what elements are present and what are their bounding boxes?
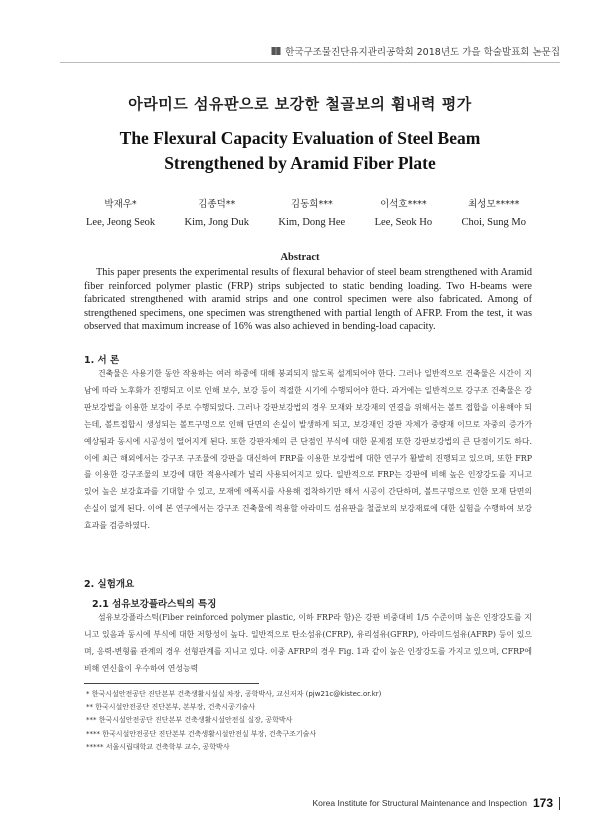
- author-name-english: Kim, Dong Hee: [278, 217, 346, 228]
- page-number: 173: [532, 796, 553, 810]
- author-name-korean: 최성모*****: [468, 199, 520, 210]
- footnote-item: ** 한국시설안전공단 진단본부, 본부장, 건축시공기술사: [86, 703, 256, 712]
- author-2: [185, 196, 249, 232]
- paper-title-english-line1: The Flexural Capacity Evaluation of Steel Beam: [119, 128, 481, 148]
- paper-title-english-line2: Strengthened by Aramid Fiber Plate: [164, 153, 436, 173]
- author-4: [375, 196, 432, 232]
- section-2-1-heading: 2.1 섬유보강플라스틱의 특징: [92, 599, 217, 610]
- author-name-english: Choi, Sung Mo: [461, 217, 526, 228]
- author-name-korean: 김동희***: [290, 199, 333, 210]
- section-2-heading: 2. 실험개요: [84, 579, 135, 590]
- author-name-english: Kim, Jong Duk: [184, 217, 249, 228]
- proceedings-title: 한국구조물진단유지관리공학회 2018년도 가을 학술발표회 논문집: [285, 47, 560, 58]
- book-icon: [271, 46, 281, 56]
- footnote-item: ***** 서울시립대학교 건축학부 교수, 공학박사: [86, 742, 230, 751]
- author-5: [462, 196, 526, 232]
- footnotes: [86, 688, 526, 754]
- footer-institute: Korea Institute for Structural Maintenance and Inspection: [312, 798, 527, 808]
- footnote-divider: [84, 683, 259, 684]
- footnote-item: * 한국시설안전공단 진단본부 건축생활시설실 차장, 공학박사, 교신저자 (pjw21c@kistec.or.kr): [86, 690, 382, 698]
- author-name-korean: 박재우*: [104, 199, 137, 210]
- abstract-text: This paper presents the experimental results of flexural behavior of steel beam strengthened with Aramid fiber reinforced polymer plastic (FRP) strips subjected to static bending loading. Two H-beams were fabricated strengthened with aramid strips and one control specimen were also fabricated. Among of strengthened specimens, one specimen was strengthened with partial length of AFRP. From the test, it was observed that maximum increase of 16% was also achieved in bending-load capacity.: [84, 267, 532, 333]
- author-name-korean: 김종덕**: [198, 199, 236, 210]
- header-divider: [60, 62, 560, 63]
- section-1-heading: 1. 서 론: [84, 355, 120, 366]
- abstract-heading: Abstract: [280, 252, 320, 263]
- footnote-item: **** 한국시설안전공단 진단본부 건축생활시설안전실 부장, 건축구조기술사: [86, 729, 317, 738]
- paper-title-korean: 아라미드 섬유판으로 보강한 철골보의 휨내력 평가: [128, 95, 472, 113]
- section-2-1-body: 섬유보강플라스틱(Fiber reinforced polymer plastic, 이하 FRP라 함)은 강판 비중대비 1/5 수준이며 높은 인장강도를 지니고 있음과 동시에 부식에 대한 저항성이 높다. 일반적으로 탄소섬유(CFRP), 유리섬유(GFRP), 아라미드섬유(AFRP) 등이 있으며, 응력-변형률 관계의 경우 선형관계를 지니고 있다. 이중 AFRP의 경우 Fig. 1과 같이 높은 인장강도를 가지고 있으며, CFRP에 비해 연신율이 우수하여 연성능력: [84, 613, 532, 673]
- paper-title-english: [0, 126, 600, 176]
- page-footer: [312, 796, 560, 810]
- author-3: [278, 196, 345, 232]
- author-name-korean: 이석호****: [380, 199, 427, 210]
- author-name-english: Lee, Jeong Seok: [86, 217, 156, 228]
- author-1: [86, 196, 155, 232]
- proceedings-header: [271, 44, 560, 58]
- section-1-body: 건축물은 사용기한 동안 작용하는 여러 하중에 대해 붕괴되지 않도록 설계되어야 한다. 그러나 일반적으로 건축물은 시간이 지남에 따라 노후화가 진행되고 이로 인해 보수, 보강 등이 적절한 시기에 수행되어야 한다. 과거에는 일반적으로 강구조 건축물은 강판보강법을 이용한 보강이 주로 수행되었다. 그러나 강판보강법의 경우 모재와 보강재의 연결을 위해서는 볼트 접합을 이용해야 되는데, 볼트접합시 생성되는 볼트구멍으로 인해 단면의 손실이 발생하게 되고, 보강재인 강판 자체가 중량재 이므로 자중의 증가가 예상됨과 동시에 시공성이 떨어지게 된다. 또한 강판자체의 큰 단점인 부식에 대한 문제점 또한 강판보강법의 큰 단점이기도 하다. 이에 최근 해외에서는 강구조 구조물에 강판을 대신하여 FRP를 이용한 보강법에 대한 연구가 활발히 진행되고 있으며, 또한 FRP를 이용한 강구조물의 보강에 대한 적용사례가 널리 사용되어지고 있다. 일반적으로 FRP는 강판에 비해 높은 인장강도를 지니고 있어 높은 보강효과를 기대할 수 있고, 모재에 에폭시를 사용해 접착하기만 해서 시공이 간단하며, 볼트구멍으로 인한 모재 단면의 손실이 없게 된다. 이에 본 연구에서는 강구조 건축물에 적용할 아라미드 섬유판을 철골보의 보강재료에 대한 실험을 수행하여 보강효과를 검증하였다.: [84, 369, 532, 531]
- author-list: [86, 196, 526, 232]
- footnote-item: *** 한국시설안전공단 진단본부 건축생활시설안전실 실장, 공학박사: [86, 716, 293, 725]
- author-name-english: Lee, Seok Ho: [374, 217, 433, 228]
- footer-divider: [559, 797, 560, 810]
